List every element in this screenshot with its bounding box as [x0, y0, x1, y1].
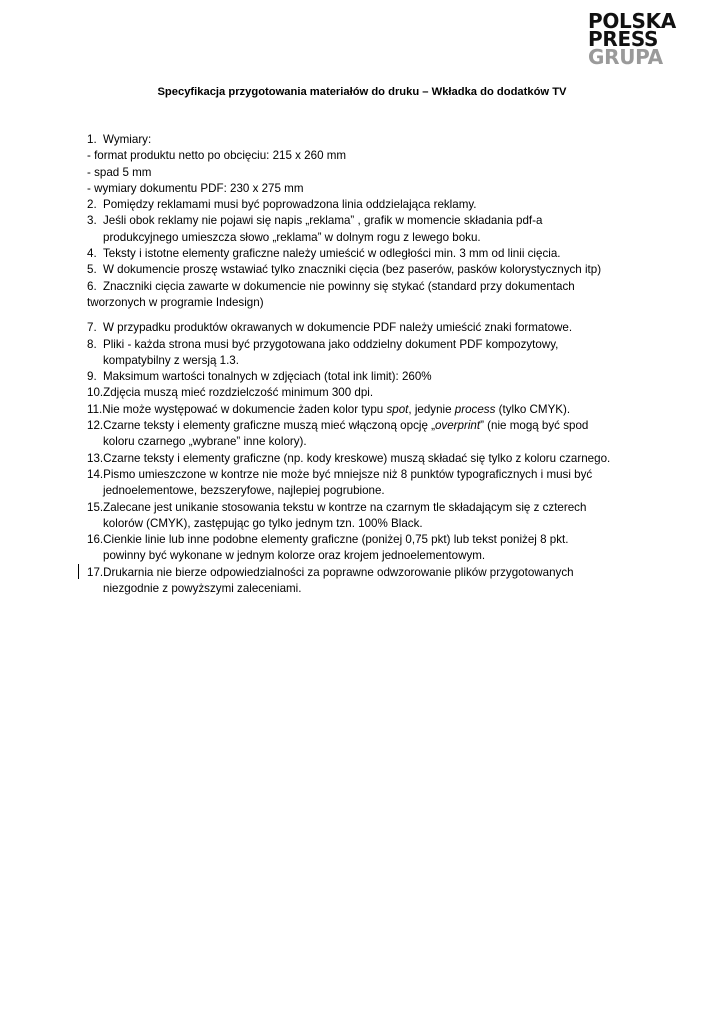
item-text: Wymiary: — [103, 133, 152, 146]
item-text: W dokumencie proszę wstawiać tylko znaczniki cięcia (bez paserów, pasków kolorystycznych itp) — [103, 263, 602, 277]
emphasis-process: process — [454, 402, 496, 416]
item-number: 1. — [87, 133, 97, 146]
item-number: 7. — [87, 321, 97, 335]
item-number: 11. — [87, 402, 103, 416]
item-number: 5. — [87, 263, 97, 277]
item-text: Cienkie linie lub inne podobne elementy graficzne (poniżej 0,75 pkt) lub tekst poniżej 8 pkt. — [103, 533, 569, 547]
item-text: Znaczniki cięcia zawarte w dokumencie nie powinny się stykać (standard przy dokumentach — [103, 279, 575, 293]
item-text-continued: produkcyjnego umieszcza słowo „reklama” w dolnym rogu z lewego boku. — [103, 230, 481, 244]
list-item-6 — [87, 279, 647, 295]
list-item-14 — [87, 467, 647, 483]
list-item-16 — [87, 532, 647, 548]
item-number: 6. — [87, 279, 97, 293]
item-text-continued: powinny być wykonane w jednym kolorze oraz krojem jednoelementowym. — [103, 549, 486, 563]
item-text: Teksty i istotne elementy graficzne należy umieścić w odległości min. 3 mm od linii cięcia. — [103, 247, 561, 261]
item-number: 16. — [87, 533, 104, 547]
item-text: Drukarnia nie bierze odpowiedzialności za poprawne odwzorowanie plików przygotowanych — [103, 565, 574, 579]
list-item-7 — [87, 320, 647, 336]
emphasis-overprint: overprint — [434, 419, 481, 433]
list-item-1 — [87, 132, 647, 148]
item-number: 10. — [87, 386, 104, 400]
item-number: 13. — [87, 451, 104, 465]
item-text-continued: jednoelementowe, bezszeryfowe, najlepiej pogrubione. — [103, 484, 385, 498]
logo-line-1: POLSKA — [588, 9, 676, 33]
logo-line-2: PRESS — [588, 27, 659, 51]
item-number: 12. — [87, 419, 104, 433]
list-item-9 — [87, 369, 647, 385]
list-item-5 — [87, 262, 647, 278]
sub-item-bleed: - spad 5 mm — [87, 165, 152, 179]
text-run: Nie może występować w dokumencie żaden kolor typu — [102, 402, 387, 416]
item-text-continued: kompatybilny z wersją 1.3. — [103, 353, 239, 367]
document-title: Specyfikacja przygotowania materiałów do druku – Wkładka do dodatków TV — [157, 86, 567, 98]
text-run: Czarne teksty i elementy graficzne muszą mieć włączoną opcję „ — [103, 419, 435, 433]
list-item-11 — [87, 402, 647, 418]
item-text: Pomiędzy reklamami musi być poprowadzona linia oddzielająca reklamy. — [103, 198, 477, 212]
item-text-continued: kolorów (CMYK), zastępując go tylko jednym tzn. 100% Black. — [103, 516, 423, 530]
item-number: 15. — [87, 500, 104, 514]
text-run: ” (nie mogą być spod — [480, 419, 589, 433]
item-text: Jeśli obok reklamy nie pojawi się napis „reklama” , grafik w momencie składania pdf-a — [103, 214, 543, 228]
item-text-continued: tworzonych w programie Indesign) — [87, 295, 264, 309]
item-number: 4. — [87, 247, 97, 261]
list-item-8 — [87, 337, 647, 353]
item-text: Zalecane jest unikanie stosowania tekstu w kontrze na czarnym tle składającym się z czterech — [103, 500, 587, 514]
item-number: 2. — [87, 198, 97, 212]
list-item-10 — [87, 385, 647, 401]
list-item-17 — [87, 565, 647, 581]
polska-press-grupa-logo — [588, 9, 688, 69]
item-number: 9. — [87, 370, 97, 384]
item-text: Pismo umieszczone w kontrze nie może być mniejsze niż 8 punktów typograficznych i musi być — [103, 467, 593, 481]
list-item-2 — [87, 197, 647, 213]
list-item-4 — [87, 246, 647, 262]
paragraph-gap — [87, 311, 647, 320]
item-number: 8. — [87, 337, 97, 351]
emphasis-spot: spot — [386, 402, 409, 416]
item-number: 3. — [87, 214, 97, 228]
list-item-15 — [87, 500, 647, 516]
item-text — [102, 402, 570, 418]
text-run: , jedynie — [408, 402, 455, 416]
item-number: 14. — [87, 467, 104, 481]
text-run: (tylko CMYK). — [495, 402, 571, 416]
list-item-12 — [87, 418, 647, 434]
logo-line-3: GRUPA — [588, 45, 663, 69]
sub-item-format: - format produktu netto po obcięciu: 215 x 260 mm — [87, 149, 347, 163]
item-number: 17. — [87, 565, 104, 579]
text-cursor — [78, 564, 79, 579]
item-text: W przypadku produktów okrawanych w dokumencie PDF należy umieścić znaki formatowe. — [103, 321, 573, 335]
item-text: Zdjęcia muszą mieć rozdzielczość minimum 300 dpi. — [103, 386, 374, 400]
item-text-continued: koloru czarnego „wybrane” inne kolory). — [103, 435, 307, 449]
list-item-3 — [87, 213, 647, 229]
list-item-13 — [87, 451, 647, 467]
item-text: Czarne teksty i elementy graficzne (np. kody kreskowe) muszą składać się tylko z koloru czarnego. — [103, 451, 611, 465]
item-text-continued: niezgodnie z powyższymi zaleceniami. — [103, 582, 302, 596]
item-text: Maksimum wartości tonalnych w zdjęciach (total ink limit): 260% — [103, 370, 432, 384]
specification-list — [87, 132, 647, 597]
sub-item-pdf-size: - wymiary dokumentu PDF: 230 x 275 mm — [87, 181, 304, 195]
item-text: Pliki - każda strona musi być przygotowana jako oddzielny dokument PDF kompozytowy, — [103, 337, 559, 351]
item-text — [103, 418, 588, 434]
